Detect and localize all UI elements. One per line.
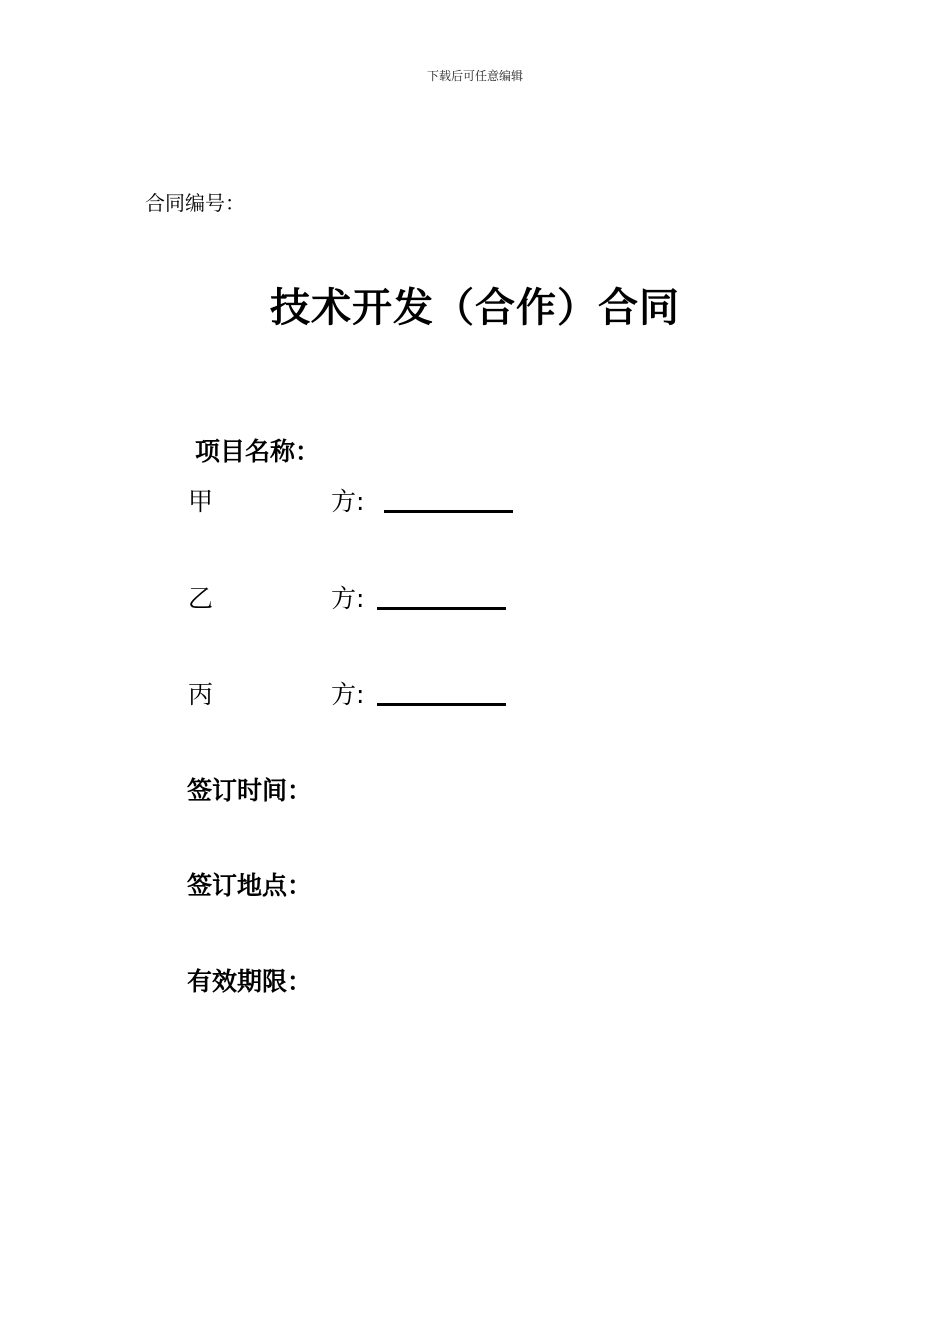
project-name-label: 项目名称： (195, 437, 321, 466)
party-a-name: 甲 (188, 487, 214, 516)
party-c-side-label: 方: (331, 680, 365, 709)
validity-label: 有效期限： (187, 967, 313, 996)
contract-number-label: 合同编号： (145, 191, 245, 215)
header-note: 下载后可任意编辑 (426, 69, 523, 83)
party-b-side-label: 方: (331, 584, 365, 613)
party-c-name: 丙 (188, 680, 214, 709)
party-a-blank-line (384, 510, 513, 513)
party-a-side-label: 方: (331, 487, 365, 516)
document-title: 技术开发（合作）合同 (270, 285, 680, 331)
sign-place-label: 签订地点： (187, 871, 313, 900)
party-c-blank-line (377, 703, 506, 706)
sign-time-label: 签订时间： (187, 776, 313, 805)
party-b-blank-line (377, 607, 506, 610)
party-b-name: 乙 (188, 584, 214, 613)
